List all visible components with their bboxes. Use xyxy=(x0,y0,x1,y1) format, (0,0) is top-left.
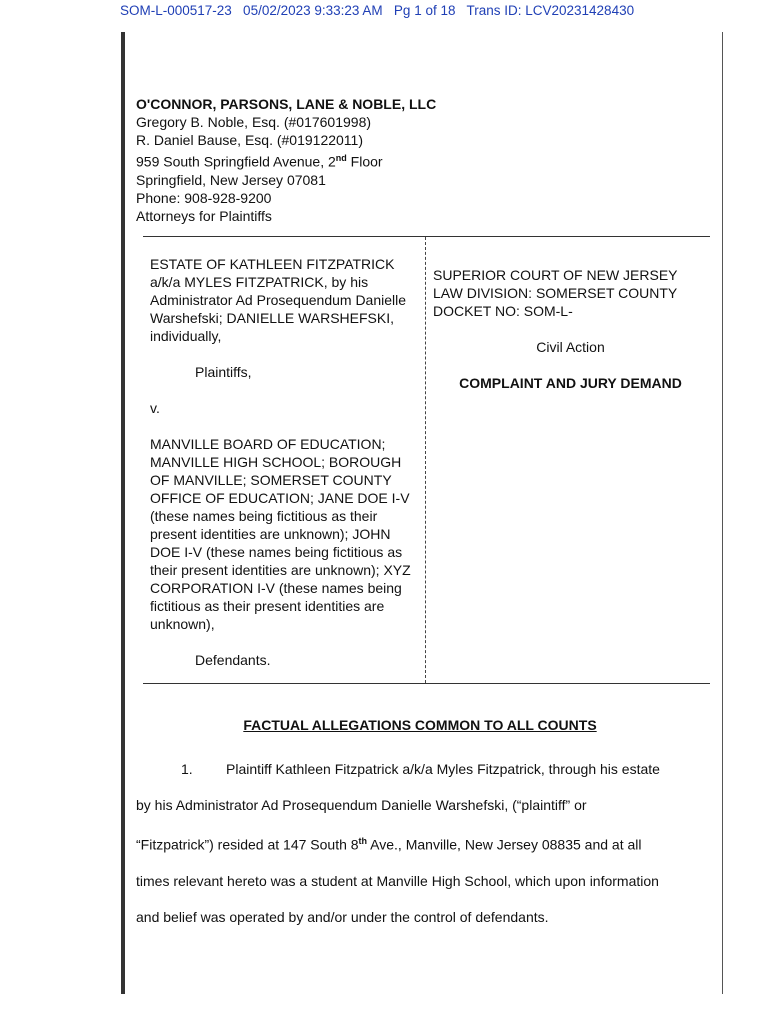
firm-street xyxy=(136,149,436,171)
caption-divider xyxy=(425,237,426,683)
left-margin-bar xyxy=(121,32,125,994)
court-division: LAW DIVISION: SOMERSET COUNTY xyxy=(433,285,678,301)
paragraph-1 xyxy=(136,751,711,935)
firm-city: Springfield, New Jersey 07081 xyxy=(136,171,326,188)
civil-action: Civil Action xyxy=(536,339,605,355)
caption-top-rule xyxy=(143,236,710,237)
caption-court xyxy=(433,266,708,392)
firm-phone: Phone: 908-928-9200 xyxy=(136,189,272,206)
plaintiffs-names: ESTATE OF KATHLEEN FITZPATRICK a/k/a MYLES FITZPATRICK, by his Administrator Ad Prosequendum Danielle Warshefski; DANIELLE WARSHEFSKI, individually, xyxy=(150,256,407,344)
paragraph-line-2: by his Administrator Ad Prosequendum Danielle Warshefski, (“plaintiff” or xyxy=(136,797,587,813)
street-end: Floor xyxy=(346,153,383,170)
street-superscript: nd xyxy=(335,153,347,163)
right-margin-line xyxy=(722,32,723,994)
versus: v. xyxy=(150,400,160,416)
paragraph-number: 1. xyxy=(181,761,193,777)
firm-block xyxy=(136,95,436,225)
caption-bottom-rule xyxy=(143,683,710,684)
line3-text-a: “Fitzpatrick”) resided at 147 South 8 xyxy=(136,836,359,853)
paragraph-line-1 xyxy=(136,751,711,787)
attorney-2: R. Daniel Bause, Esq. (#019122011) xyxy=(136,132,363,148)
firm-name: O'CONNOR, PARSONS, LANE & NOBLE, LLC xyxy=(136,96,437,112)
caption-parties xyxy=(150,255,420,669)
firm-role: Attorneys for Plaintiffs xyxy=(136,207,272,224)
section-heading: FACTUAL ALLEGATIONS COMMON TO ALL COUNTS xyxy=(243,717,597,733)
docket-number: DOCKET NO: SOM-L- xyxy=(433,303,573,319)
defendants-label: Defendants. xyxy=(195,652,271,668)
line3-text-b: Ave., Manville, New Jersey 08835 and at all xyxy=(367,836,642,853)
attorney-1: Gregory B. Noble, Esq. (#017601998) xyxy=(136,114,372,130)
paragraph-line-3 xyxy=(136,823,711,863)
paragraph-line-5: and belief was operated by and/or under the control of defendants. xyxy=(136,908,549,925)
line1-text: Plaintiff Kathleen Fitzpatrick a/k/a Myles Fitzpatrick, through his estate xyxy=(226,761,660,777)
plaintiffs-label: Plaintiffs, xyxy=(195,364,252,380)
line3-superscript: th xyxy=(358,836,368,846)
document-title: COMPLAINT AND JURY DEMAND xyxy=(459,375,682,391)
street-text: 959 South Springfield Avenue, 2 xyxy=(136,153,336,170)
court-name: SUPERIOR COURT OF NEW JERSEY xyxy=(433,267,678,283)
defendants-names: MANVILLE BOARD OF EDUCATION; MANVILLE HIGH SCHOOL; BOROUGH OF MANVILLE; SOMERSET COUNTY OFFICE OF EDUCATION; JANE DOE I-V (these names being fictitious as their present identities are unknown); JOHN DOE I-V (these names being fictitious as their present identities are unknown); XYZ CORPORATION I-V (these names being fictitious as their present identities are unknown), xyxy=(150,436,411,632)
paragraph-line-4: times relevant hereto was a student at Manville High School, which upon information xyxy=(136,872,659,889)
filing-stamp: SOM-L-000517-23 05/02/2023 9:33:23 AM Pg 1 of 18 Trans ID: LCV20231428430 xyxy=(120,3,635,18)
